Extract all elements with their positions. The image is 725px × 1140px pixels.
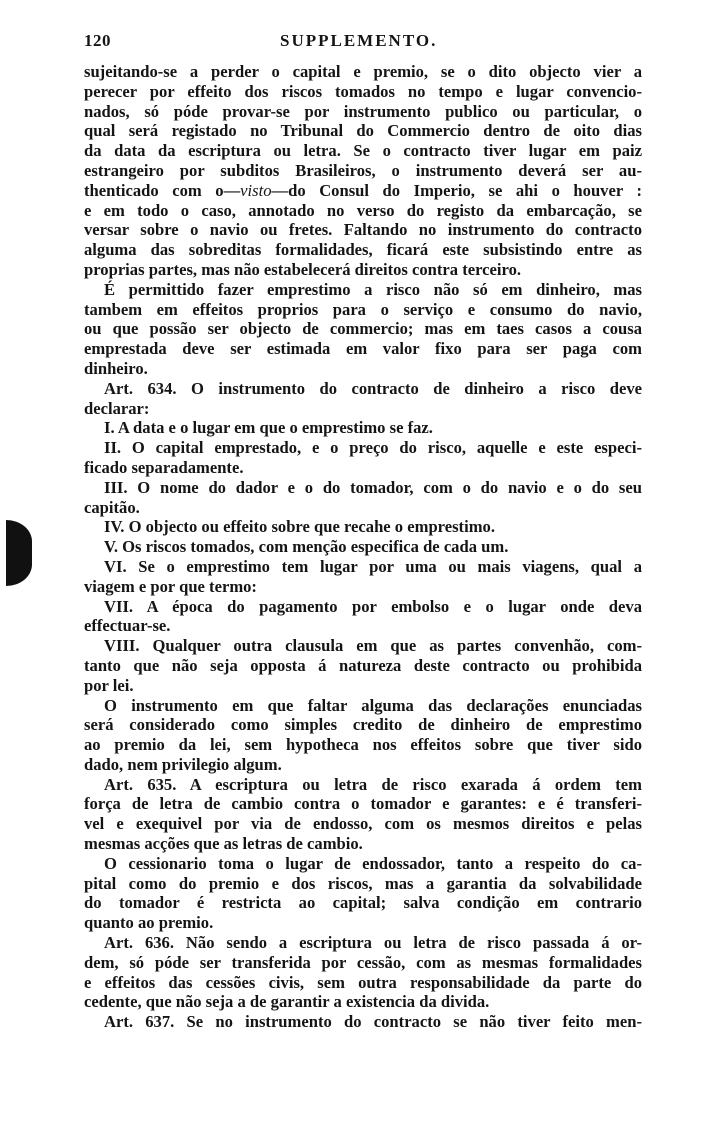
text-span: —do Consul do Imperio, se ahi o houver : — [271, 180, 642, 200]
text-line: dado, nem privilegio algum. — [84, 754, 282, 774]
text-line: por lei. — [84, 675, 134, 695]
text-line: proprias partes, mas não estabelecerá direitos contra terceiro. — [84, 259, 522, 279]
text-line: mesmas acções que as letras de cambio. — [84, 834, 363, 854]
text-line: do tomador é restricta ao capital; salva condição em contrario — [84, 893, 642, 913]
text-line: será considerado como simples credito de dinheiro de emprestimo — [84, 715, 642, 735]
text-line: Art. 634. O instrumento do contracto de dinheiro a risco deve — [104, 378, 642, 398]
text-line: Art. 636. Não sendo a escriptura ou letra de risco passada á or- — [104, 933, 642, 953]
text-line: emprestada deve ser estimada em valor fixo para ser paga com — [84, 339, 642, 359]
text-line: dem, só póde ser transferida por cessão, com as mesmas formalidades — [84, 952, 642, 972]
text-line: cedente, que não seja a de garantir a existencia da divida. — [84, 992, 490, 1012]
text-line: da data da escriptura ou letra. Se o contracto tiver lugar em paiz — [84, 141, 642, 161]
text-line: II. O capital emprestado, e o preço do risco, aquelle e este especi- — [104, 438, 642, 458]
text-line: capitão. — [84, 497, 140, 517]
text-line — [84, 181, 642, 201]
text-line: O cessionario toma o lugar de endossador, tanto a respeito do ca- — [104, 853, 642, 873]
text-line: Art. 637. Se no instrumento do contracto se não tiver feito men- — [104, 1012, 642, 1032]
text-line: versar sobre o navio ou fretes. Faltando no instrumento do contracto — [84, 220, 642, 240]
italic-word: visto — [240, 180, 272, 200]
text-line: e em todo o caso, annotado no verso do registo da embarcação, se — [84, 200, 642, 220]
text-line: tanto que não seja opposta á natureza deste contracto ou prohibida — [84, 655, 642, 675]
text-line: declarar: — [84, 398, 150, 418]
text-line: V. Os riscos tomados, com menção especifica de cada um. — [104, 537, 509, 557]
text-line: perecer por effeito dos riscos tomados no tempo e lugar convencio- — [84, 81, 642, 101]
text-line: effectuar-se. — [84, 616, 171, 636]
text-line: tambem em effeitos proprios para o serviço e consumo do navio, — [84, 299, 642, 319]
text-line: I. A data e o lugar em que o emprestimo se faz. — [104, 418, 433, 438]
body-text — [84, 62, 642, 1032]
text-line: III. O nome do dador e o do tomador, com o do navio e o do seu — [104, 477, 642, 497]
text-line: nados, só póde provar-se por instrumento publico ou particular, o — [84, 101, 642, 121]
text-line: alguma das sobreditas formalidades, ficará este subsistindo entre as — [84, 240, 642, 260]
text-line: VIII. Qualquer outra clausula em que as partes convenhão, com- — [104, 636, 642, 656]
text-line: pital como do premio e dos riscos, mas a garantia da solvabilidade — [84, 873, 642, 893]
text-line: Art. 635. A escriptura ou letra de risco exarada á ordem tem — [104, 774, 642, 794]
text-line: qual será registado no Tribunal do Commercio dentro de oito dias — [84, 121, 642, 141]
text-line: VI. Se o emprestimo tem lugar por uma ou mais viagens, qual a — [104, 556, 642, 576]
text-line: ao premio da lei, sem hypotheca nos effeitos sobre que tiver sido — [84, 735, 642, 755]
text-line: sujeitando-se a perder o capital e premio, se o dito objecto vier a — [84, 62, 642, 81]
text-line: viagem e por que termo: — [84, 576, 257, 596]
text-line: estrangeiro por subditos Brasileiros, o instrumento deverá ser au- — [84, 160, 642, 180]
text-line: VII. A época do pagamento por embolso e o lugar onde deva — [104, 596, 642, 616]
text-line: ficado separadamente. — [84, 457, 244, 477]
text-line: vel e exequivel por via de endosso, com os mesmos direitos e pelas — [84, 814, 642, 834]
running-head: SUPPLEMENTO. — [280, 31, 438, 50]
text-line: força de letra de cambio contra o tomador e garantes: e é transferi- — [84, 794, 642, 814]
text-line: e effeitos das cessões civis, sem outra responsabilidade da parte do — [84, 972, 642, 992]
text-line: O instrumento em que faltar alguma das declarações enunciadas — [104, 695, 642, 715]
text-line: IV. O objecto ou effeito sobre que recahe o emprestimo. — [104, 517, 495, 537]
text-line: ou que possão ser objecto de commercio; mas em taes casos a cousa — [84, 319, 642, 339]
scan-binding-shadow — [6, 520, 32, 586]
text-span: thenticado com o— — [84, 180, 241, 200]
text-line: dinheiro. — [84, 358, 148, 378]
page-number: 120 — [84, 31, 111, 50]
text-line: É permittido fazer emprestimo a risco não só em dinheiro, mas — [104, 279, 642, 299]
text-line: quanto ao premio. — [84, 913, 214, 933]
